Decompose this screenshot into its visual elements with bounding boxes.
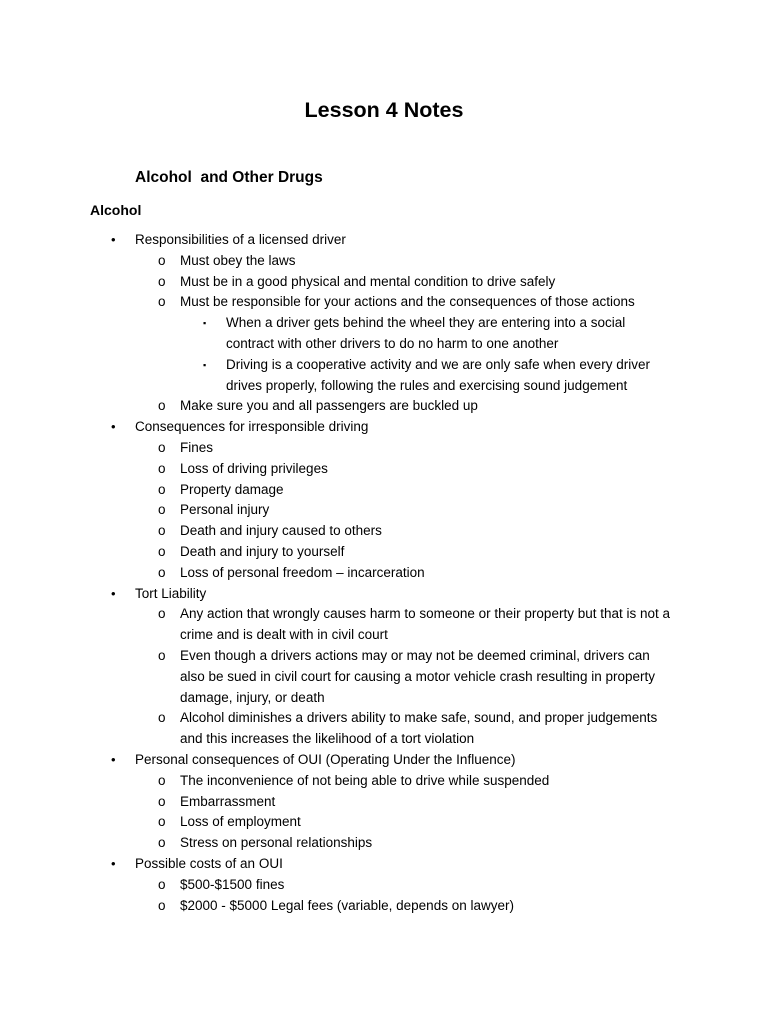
- outline-sublist: [0, 604, 768, 750]
- section-heading: Alcohol: [90, 202, 142, 218]
- outline-sub-item: [0, 251, 768, 272]
- circle-marker-icon: o: [158, 252, 166, 268]
- document-subtitle: Alcohol and Other Drugs: [135, 169, 323, 186]
- circle-marker-icon: o: [158, 814, 166, 830]
- outline-sub-item: [0, 896, 768, 917]
- outline-item-text: Any action that wrongly causes harm to someone or their property but that is not a crime and is dealt with in civil court: [180, 606, 671, 643]
- outline-item-text: Stress on personal relationships: [180, 835, 373, 851]
- outline-item-text: Loss of employment: [180, 814, 301, 830]
- outline-sub-item: [0, 438, 768, 459]
- outline-item-text: When a driver gets behind the wheel they are entering into a social contract with other drivers to do no harm to one another: [226, 315, 626, 351]
- outline-item-text: Driving is a cooperative activity and we are only safe when every driver drives properly, following the rules and exercising sound judgement: [226, 356, 650, 393]
- outline-sub-item: [0, 272, 768, 293]
- circle-marker-icon: o: [158, 897, 166, 913]
- outline-item-text: $500-$1500 fines: [180, 876, 285, 892]
- outline-sub-item: [0, 833, 768, 854]
- outline-bullet-item: [0, 230, 768, 251]
- outline-sub-item: [0, 500, 768, 521]
- square-marker-icon: ▪: [203, 318, 207, 329]
- bullet-marker-icon: •: [111, 855, 116, 871]
- outline-sub-item: [0, 563, 768, 584]
- outline-item-text: Even though a drivers actions may or may not be deemed criminal, drivers can also be sued in civil court for causing a motor vehicle crash resulting in property damage, injury, or death: [180, 647, 655, 705]
- circle-marker-icon: o: [158, 294, 166, 310]
- outline-item-text: Loss of driving privileges: [180, 460, 328, 476]
- outline-sublist: [0, 251, 768, 417]
- outline-sublist: [0, 313, 768, 396]
- outline-bullet-item: [0, 584, 768, 605]
- circle-marker-icon: o: [158, 876, 166, 892]
- circle-marker-icon: o: [158, 564, 166, 580]
- circle-marker-icon: o: [158, 543, 166, 559]
- outline-sub-item: [0, 792, 768, 813]
- circle-marker-icon: o: [158, 772, 166, 788]
- outline-item-text: The inconvenience of not being able to drive while suspended: [180, 772, 550, 788]
- outline-sub-item: [0, 459, 768, 480]
- outline-item-text: Death and injury to yourself: [180, 543, 345, 559]
- outline-sub-item: [0, 771, 768, 792]
- circle-marker-icon: o: [158, 439, 166, 455]
- outline-item-text: Loss of personal freedom – incarceration: [180, 564, 425, 580]
- outline-item-text: Make sure you and all passengers are buckled up: [180, 398, 478, 414]
- notes-outline: [0, 230, 768, 916]
- outline-item-text: Must obey the laws: [180, 252, 296, 268]
- outline-bullet-item: [0, 750, 768, 771]
- circle-marker-icon: o: [158, 523, 166, 539]
- bullet-marker-icon: •: [111, 751, 116, 767]
- outline-sub-item: [0, 646, 768, 708]
- circle-marker-icon: o: [158, 835, 166, 851]
- circle-marker-icon: o: [158, 793, 166, 809]
- outline-sub-item: [0, 480, 768, 501]
- outline-sub-sub-item: [0, 355, 768, 397]
- bullet-marker-icon: •: [111, 232, 116, 247]
- bullet-marker-icon: •: [111, 585, 116, 601]
- outline-item-text: Consequences for irresponsible driving: [135, 419, 369, 435]
- bullet-marker-icon: •: [111, 419, 116, 435]
- outline-item-text: Must be responsible for your actions and the consequences of those actions: [180, 294, 635, 310]
- circle-marker-icon: o: [158, 273, 166, 289]
- outline-item-text: Personal consequences of OUI (Operating Under the Influence): [135, 751, 516, 767]
- outline-sub-sub-item: [0, 313, 768, 355]
- circle-marker-icon: o: [158, 481, 166, 497]
- outline-item-text: Personal injury: [180, 502, 270, 518]
- outline-item-text: Possible costs of an OUI: [135, 855, 283, 871]
- circle-marker-icon: o: [158, 460, 166, 476]
- circle-marker-icon: o: [158, 398, 166, 414]
- outline-item-text: Embarrassment: [180, 793, 276, 809]
- outline-sub-item: [0, 396, 768, 417]
- outline-sub-item: [0, 292, 768, 313]
- outline-bullet-item: [0, 854, 768, 875]
- circle-marker-icon: o: [158, 710, 166, 726]
- outline-sublist: [0, 875, 768, 917]
- outline-item-text: Fines: [180, 439, 214, 455]
- circle-marker-icon: o: [158, 502, 166, 518]
- outline-sublist: [0, 438, 768, 584]
- circle-marker-icon: o: [158, 647, 166, 663]
- page-title: Lesson 4 Notes: [304, 98, 464, 122]
- outline-item-text: $2000 - $5000 Legal fees (variable, depends on lawyer): [180, 897, 514, 913]
- outline-item-text: Must be in a good physical and mental condition to drive safely: [180, 273, 556, 289]
- outline-item-text: Alcohol diminishes a drivers ability to make safe, sound, and proper judgements and this increases the likelihood of a tort violation: [180, 710, 658, 747]
- outline-sub-item: [0, 542, 768, 563]
- outline-sublist: [0, 771, 768, 854]
- outline-sub-item: [0, 875, 768, 896]
- outline-sub-item: [0, 521, 768, 542]
- circle-marker-icon: o: [158, 606, 166, 622]
- outline-item-text: Tort Liability: [135, 585, 207, 601]
- outline-item-text: Death and injury caused to others: [180, 523, 382, 539]
- outline-sub-item: [0, 604, 768, 646]
- outline-sub-item: [0, 708, 768, 750]
- outline-item-text: Property damage: [180, 481, 284, 497]
- outline-bullet-item: [0, 417, 768, 438]
- outline-item-text: Responsibilities of a licensed driver: [135, 232, 346, 247]
- outline-sub-item: [0, 812, 768, 833]
- square-marker-icon: ▪: [203, 359, 207, 370]
